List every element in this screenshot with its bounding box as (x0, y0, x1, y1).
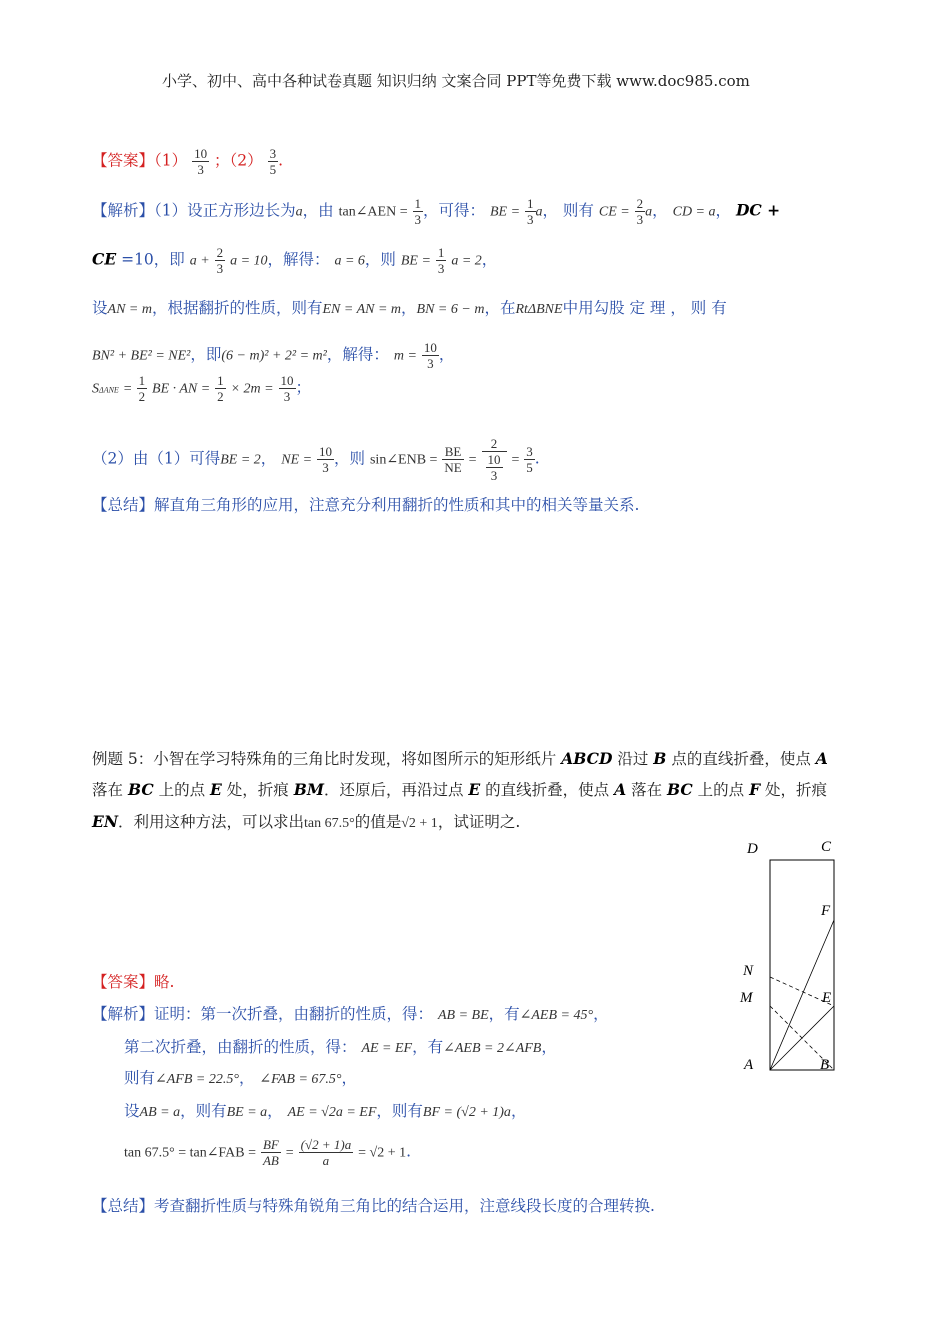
fraction: $\frac{3}{5}$ (526, 444, 533, 475)
math: ∠AEB = 2∠AFB (443, 1041, 542, 1056)
math: S (92, 381, 99, 397)
math: ∠FAB = 67.5° (259, 1072, 342, 1087)
text: ， (541, 1038, 557, 1056)
math: a = 2 (451, 253, 482, 269)
math: CE = (598, 204, 630, 220)
answer-separator: ；（2） (214, 151, 263, 170)
math: AB = a (139, 1105, 181, 1120)
text: 第二次折叠，由翻折的性质，得： (124, 1038, 357, 1056)
text: ， (267, 1102, 283, 1120)
proof-line-4 (124, 1104, 526, 1120)
math: E (468, 780, 481, 799)
math: × 2m = (230, 381, 274, 397)
text: ，则有 (376, 1102, 423, 1120)
text: 上的点 (692, 781, 750, 799)
analysis-line-6: （2）由（1）可得BE = 2， NE = $\frac{10}{3}$ ，则 sin∠ENB = $\frac{BE}{NE}$ = 2 10 3 = $\frac{3}{5}$ . (92, 436, 540, 483)
label-a: A (744, 1057, 754, 1073)
fraction: $\frac{2}{3}$ (636, 196, 644, 227)
fraction: $\frac{1}{2}$ (138, 373, 146, 404)
text: ，在 (484, 299, 516, 317)
text: 处，折痕 (760, 781, 828, 799)
text: . (406, 1142, 412, 1161)
fraction: $\frac{10}{3}$ (194, 146, 208, 177)
problem-line-1 (92, 751, 828, 768)
label-b: B (820, 1057, 830, 1073)
text: ，由 (302, 201, 334, 220)
math: = √2 + 1 (358, 1145, 407, 1161)
proof-line-5 (124, 1137, 411, 1168)
fraction: $\frac{10}{3}$ (319, 444, 333, 475)
math: ∠AEB = 45° (519, 1008, 594, 1023)
math: BC (667, 780, 693, 799)
text: ， (438, 345, 455, 364)
fraction: $\frac{1}{3}$ (527, 196, 534, 227)
math: B (653, 749, 667, 768)
fraction: $\frac{BF}{AB}$ (262, 1137, 279, 1168)
summary-line-1 (92, 498, 639, 514)
math: sin∠ENB = (369, 452, 438, 468)
text: ．利用这种方法，可以求出 (117, 813, 304, 831)
text: 例题 5：小智在学习特殊角的三角比时发现，将如图所示的矩形纸片 (92, 750, 562, 768)
math: CD = a (672, 204, 716, 220)
math: BN² + BE² = NE² (92, 348, 191, 364)
text: ，试证明之. (437, 813, 521, 831)
text: ， (260, 449, 277, 468)
math: EN = AN = m (322, 302, 402, 317)
fraction: $\frac{10}{3}$ (280, 373, 294, 404)
text: 证明：第一次折叠，由翻折的性质，得： (154, 1005, 434, 1023)
math: BE = a (226, 1105, 268, 1120)
text: 中用勾股 定 理 ， 则 有 (562, 299, 727, 317)
text: ， (715, 201, 732, 220)
text: ，有 (412, 1038, 444, 1056)
math: F (749, 780, 761, 799)
text: 点的直线折叠，使点 (666, 750, 816, 768)
problem-line-3 (92, 814, 520, 831)
text: ．还原后，再沿过点 (323, 781, 469, 799)
analysis-line-3 (92, 301, 727, 317)
problem-line-2 (92, 782, 827, 799)
label-d: D (747, 841, 758, 857)
text: （1）设正方形边长为 (154, 201, 296, 220)
analysis-line-5 (92, 373, 311, 404)
text: 落在 (626, 781, 667, 799)
text: ，则 (334, 449, 366, 468)
fraction: $\frac{10}{3}$ (423, 340, 437, 371)
math: = (123, 381, 132, 397)
label-m: M (740, 990, 753, 1006)
text: ，有 (488, 1005, 520, 1023)
proof-line-3 (124, 1071, 357, 1087)
math: AB = BE (437, 1008, 489, 1023)
text: ， (652, 201, 668, 220)
math: BN = 6 − m (416, 302, 485, 317)
text: 沿过 (612, 750, 654, 768)
text: 考查翻折性质与特殊角锐角三角比的结合运用，注意线段长度的合理转换. (154, 1197, 655, 1215)
math: BC (127, 780, 154, 799)
text: ，即 (190, 345, 222, 364)
proof-line-1 (92, 1007, 609, 1023)
fraction: $\frac{1}{3}$ (437, 245, 445, 276)
text: ， (593, 1005, 609, 1023)
math: AE = EF (361, 1041, 413, 1056)
text: 解直角三角形的应用，注意充分利用翻折的性质和其中的相关等量关系. (154, 496, 640, 514)
analysis-line-1: 【解析】（1）设正方形边长为a，由 tan∠AEN = $\frac{1}{3}$ ，可得： BE = $\frac{1}{3}$ a， 则有 CE = $\frac{2}{3}$ a， CD = a， DC + (92, 196, 781, 227)
fraction: $\frac{BE}{NE}$ (444, 444, 462, 475)
text: =10，即 (116, 250, 185, 269)
answer-line-2 (92, 975, 174, 991)
answer-end: . (278, 151, 284, 170)
text: 处，折痕 (221, 781, 294, 799)
text: ， (481, 250, 498, 269)
analysis-line-4 (92, 340, 454, 371)
math: BE · AN = (152, 381, 211, 397)
math: BE = (400, 253, 431, 269)
answer-part1: （1） (154, 151, 188, 170)
math: ABCD (561, 749, 613, 768)
analysis-tag: 【解析】 (92, 1005, 155, 1023)
text: 设 (124, 1102, 140, 1120)
text: 设 (92, 299, 108, 317)
answer-line-1 (92, 146, 283, 177)
answer-tag: 【答案】 (92, 151, 155, 170)
text: ， (238, 1069, 255, 1087)
text: ， (341, 1069, 358, 1087)
summary-tag: 【总结】 (92, 1197, 155, 1215)
math: a = 6 (334, 253, 365, 269)
text: 略. (154, 973, 175, 991)
summary-line-2 (92, 1199, 655, 1215)
text: ， (401, 299, 417, 317)
fraction: 2 10 3 (482, 436, 507, 483)
math: a + (189, 253, 210, 269)
math: = (285, 1145, 294, 1161)
math: tan 67.5° (304, 816, 355, 831)
math: EN (92, 812, 118, 831)
math: BF = (√2 + 1)a (422, 1105, 511, 1120)
text: ，解得： (267, 250, 330, 269)
math: BE = 2 (220, 452, 261, 468)
math: AN = m (107, 302, 152, 317)
page-header: 小学、初中、高中各种试卷真题 知识归纳 文案合同 PPT等免费下载 www.doc985.com (162, 72, 750, 90)
text: （2）由（1）可得 (92, 449, 221, 468)
math: A (815, 749, 828, 768)
text: ，则有 (180, 1102, 227, 1120)
summary-tag: 【总结】 (92, 496, 155, 514)
answer-tag: 【答案】 (92, 973, 155, 991)
fraction: $\frac{2}{3}$ (216, 245, 224, 276)
math: A (614, 780, 627, 799)
math: AE = √2a = EF (287, 1105, 377, 1120)
text: 则有 (124, 1069, 156, 1087)
math: a = 10 (230, 253, 268, 269)
fraction: $\frac{3}{5}$ (269, 146, 277, 177)
math: √2 + 1 (401, 816, 438, 831)
text: ，可得： (423, 201, 486, 220)
math: DC + (735, 200, 781, 220)
text: ，解得： (326, 345, 389, 364)
analysis-tag: 【解析】 (92, 201, 155, 220)
analysis-line-2 (92, 245, 497, 276)
text: 的直线折叠，使点 (480, 781, 615, 799)
text: ， 则有 (542, 201, 594, 220)
text: ， (510, 1102, 527, 1120)
math: m = (393, 348, 417, 364)
math: (6 − m)² + 2² = m² (221, 348, 327, 364)
math: RtΔBNE (515, 302, 563, 317)
text: 的值是 (354, 813, 402, 831)
math: BE = (490, 204, 521, 220)
math: a (295, 204, 303, 220)
math: E (210, 780, 222, 799)
text: ，根据翻折的性质，则有 (151, 299, 323, 317)
geometry-figure (740, 835, 850, 1080)
math: ∠AFB = 22.5° (155, 1072, 239, 1087)
fraction: $\frac{(√2 + 1)a}{a}$ (300, 1137, 352, 1168)
text: ； (295, 378, 312, 397)
proof-line-2 (124, 1040, 557, 1056)
label-e: E (822, 990, 832, 1006)
text: ，则 (364, 250, 396, 269)
label-n: N (743, 963, 754, 979)
math-subscript: ΔANE (99, 385, 119, 395)
math: CE (92, 249, 117, 269)
math: BM (293, 780, 324, 799)
label-c: C (821, 839, 832, 855)
math: tan∠AEN = (338, 204, 408, 220)
fraction: $\frac{1}{2}$ (217, 373, 224, 404)
math: NE = (281, 452, 313, 468)
label-f: F (821, 903, 831, 919)
text: . (534, 449, 540, 468)
fraction: $\frac{1}{3}$ (414, 196, 422, 227)
text: 落在 (92, 781, 128, 799)
text: 上的点 (153, 781, 211, 799)
math: tan 67.5° = tan∠FAB = (124, 1145, 257, 1161)
